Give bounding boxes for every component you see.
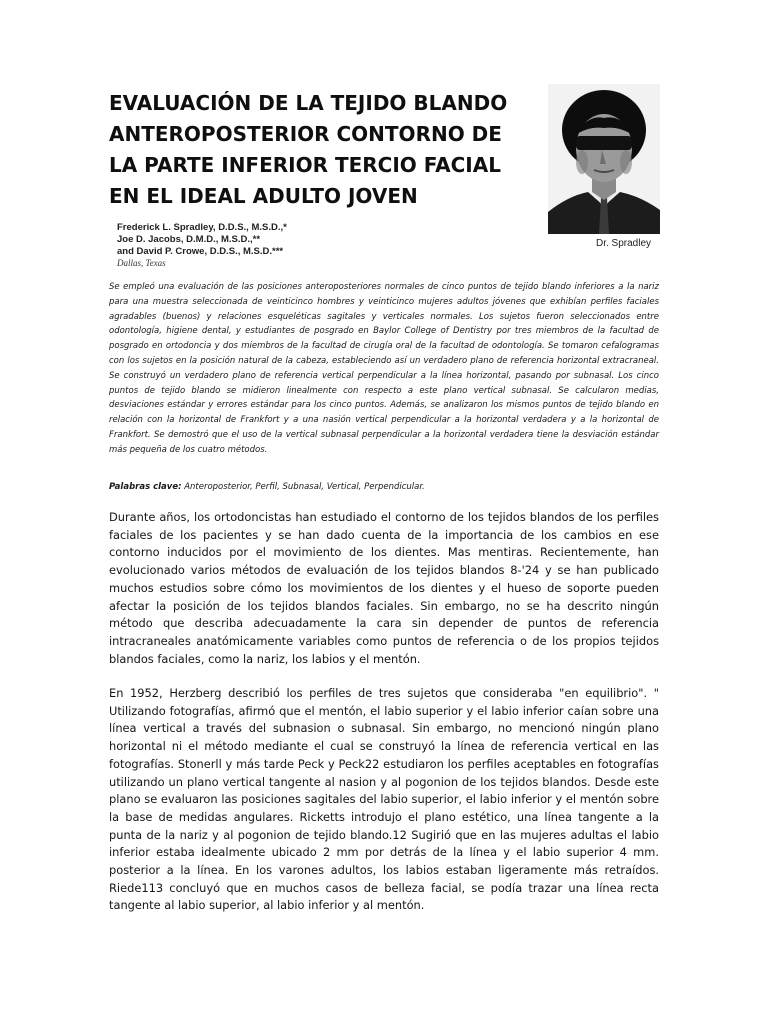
keywords-line bbox=[109, 480, 659, 494]
body-paragraph: Durante años, los ortodoncistas han estudiado el contorno de los tejidos blandos de los perfiles faciales de los pacientes y se han dado cuenta de la importancia de los cambios en ese contorno inducidos por el movimiento de los dientes. Mas mentiras. Recientemente, han evolucionado varios métodos de evaluación de los tejidos blandos 8-'24 y se han publicado muchos estudios sobre cómo los movimientos de los dientes y el hueso de soporte pueden afectar la posición de los tejidos blandos faciales. Sin embargo, no se ha descrito ningún método que describa adecuadamente la cara sin depender de puntos de referencia intracraneales anatómicamente variables como puntos de referencia o de los propios tejidos blandos faciales, como la nariz, los labios y el mentón. bbox=[109, 510, 659, 666]
author-location: Dallas, Texas bbox=[117, 258, 166, 268]
keywords-text: Anteroposterior, Perfil, Subnasal, Vertical, Perpendicular. bbox=[181, 482, 425, 492]
title-line: EVALUACIÓN DE LA TEJIDO BLANDO bbox=[109, 91, 508, 115]
author-line: Joe D. Jacobs, D.M.D., M.S.D.,** bbox=[117, 234, 261, 245]
author-block bbox=[117, 222, 417, 269]
title-line: EN EL IDEAL ADULTO JOVEN bbox=[109, 184, 418, 208]
author-line: Frederick L. Spradley, D.D.S., M.S.D.,* bbox=[117, 222, 287, 233]
author-line: and David P. Crowe, D.D.S., M.S.D.*** bbox=[117, 246, 284, 257]
title-line: LA PARTE INFERIOR TERCIO FACIAL bbox=[109, 153, 501, 177]
article-title bbox=[109, 88, 529, 212]
title-line: ANTEROPOSTERIOR CONTORNO DE bbox=[109, 122, 502, 146]
body-paragraph: En 1952, Herzberg describió los perfiles de tres sujetos que consideraba "en equilibrio". " Utilizando fotografías, afirmó que el mentón, el labio superior y el labio inferior caían sobre una línea vertical a través del subnasion o subnasal. Sin embargo, no mencionó ningún plano horizontal ni el método mediante el cual se construyó la línea de referencia vertical en las fotografías. Stonerll y más tarde Peck y Peck22 estudiaron los perfiles aceptables en fotografías utilizando un plano vertical tangente al nasion y al pogonion de los tejidos blandos. Desde este plano se evaluaron las posiciones sagitales del labio superior, el labio inferior y el mentón sobre la base de medidas angulares. Ricketts introdujo el plano estético, una línea tangente a la punta de la nariz y al pogonion de tejido blando.12 Sugirió que en las mujeres adultas el labio inferior estaba idealmente ubicado 2 mm por detrás de la línea y el labio superior 4 mm. posterior a la línea. En los varones adultos, los labios estaban ligeramente más retraídos. Riede113 concluyó que en muchos casos de belleza facial, se podía trazar una línea recta tangente al labio superior, al labio inferior y al mentón. bbox=[109, 686, 659, 913]
keywords-label: Palabras clave: bbox=[109, 482, 182, 492]
abstract-paragraph: Se empleó una evaluación de las posiciones anteroposteriores normales de cinco puntos de tejido blando inferiores a la nariz para una muestra seleccionada de veinticinco hombres y veinticinco mujeres adultos jóvenes que exhibían perfiles faciales agradables (buenos) y relaciones esqueléticas sagitales y verticales normales. Los sujetos fueron seleccionados entre odontología, higiene dental, y estudiantes de posgrado en Baylor College of Dentistry por tres miembros de la facultad de posgrado en ortodoncia y dos miembros de la facultad de cirugía oral de la facultad de odontología. Se tomaron cefalogramas con los sujetos en la posición natural de la cabeza, estableciendo así un verdadero plano de referencia horizontal extracraneal. Se construyó un verdadero plano de referencia vertical perpendicular a la línea horizontal, pasando por subnasal. Los cinco puntos de tejido blando se midieron linealmente con respecto a este plano vertical subnasal. Se calcularon medias, desviaciones estándar y errores estándar para los cinco puntos. Además, se analizaron los mismos puntos de tejido blando en relación con la horizontal de Frankfort y a una nasión vertical perpendicular a la horizontal verdadera y a la horizontal de Frankfort. Se demostró que el uso de la vertical subnasal perpendicular a la horizontal verdadera tiene la desviación estándar más pequeña de los cuatro métodos. bbox=[109, 282, 659, 455]
portrait-caption: Dr. Spradley bbox=[596, 238, 652, 249]
author-portrait-photo bbox=[548, 84, 660, 234]
portrait-illustration bbox=[548, 84, 660, 234]
